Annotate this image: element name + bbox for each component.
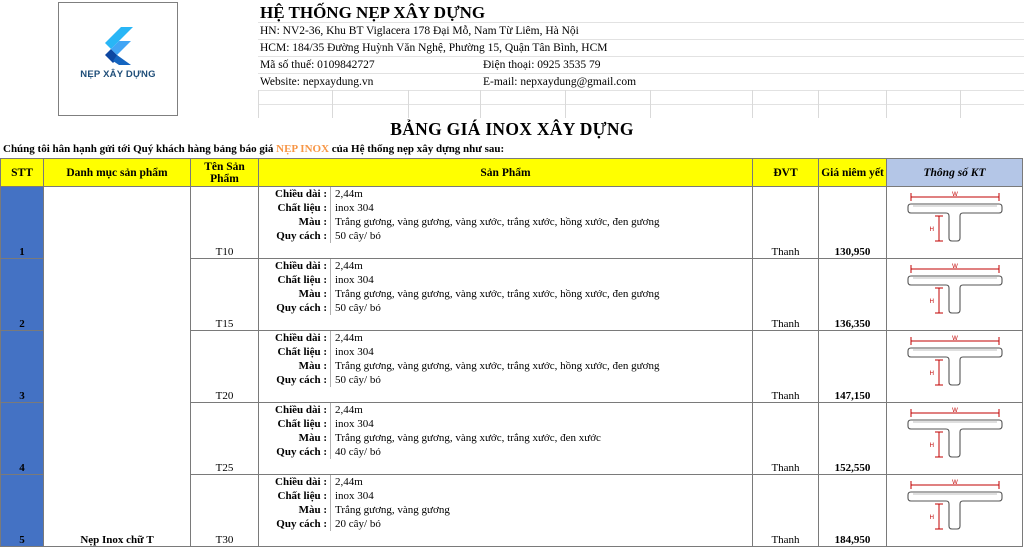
price-table [0, 158, 1023, 547]
company-logo [58, 2, 178, 116]
color-value: Trắng gương, vàng gương, vàng xước, trắng xước, hồng xước, đen gương [335, 288, 660, 300]
pack-value: 50 cây/ bó [335, 230, 381, 242]
pack-label: Quy cách : [259, 301, 331, 315]
header-spec: Thông số KT [887, 159, 1023, 187]
tax-code: Mã số thuế: 0109842727 [260, 59, 375, 71]
header-category: Danh mục sản phẩm [44, 159, 191, 187]
length-label: Chiều dài : [259, 259, 331, 273]
w-label: W [951, 408, 958, 414]
length-label: Chiều dài : [259, 475, 331, 489]
row-unit: Thanh [753, 403, 819, 475]
logo-mark-icon [87, 25, 149, 67]
color-label: Màu : [259, 503, 331, 517]
h-label: H [929, 515, 934, 521]
row-stt: 4 [1, 403, 44, 475]
row-category: Nẹp Inox chữ T [44, 187, 191, 547]
h-label: H [929, 227, 934, 233]
material-value: inox 304 [335, 202, 374, 214]
t-profile-diagram-icon [903, 334, 1007, 396]
length-label: Chiều dài : [259, 331, 331, 345]
color-label: Màu : [259, 215, 331, 229]
header-stt: STT [1, 159, 44, 187]
length-value: 2,44m [335, 404, 363, 416]
t-profile-diagram-icon [903, 190, 1007, 252]
company-name: HỆ THỐNG NẸP XÂY DỰNG [260, 3, 486, 22]
color-value: Trắng gương, vàng gương [335, 504, 450, 516]
material-label: Chất liệu : [259, 345, 331, 359]
pack-value: 50 cây/ bó [335, 374, 381, 386]
price-list-title: BẢNG GIÁ INOX XÂY DỰNG [390, 119, 634, 139]
email[interactable]: E-mail: nepxaydung@gmail.com [483, 76, 637, 88]
logo-text: NẸP XÂY DỰNG [80, 69, 156, 80]
header-unit: ĐVT [753, 159, 819, 187]
row-unit: Thanh [753, 475, 819, 547]
h-label: H [929, 371, 934, 377]
length-label: Chiều dài : [259, 403, 331, 417]
material-label: Chất liệu : [259, 201, 331, 215]
table-row [1, 187, 1023, 259]
intro-after: của Hệ thống nẹp xây dựng như sau: [329, 143, 505, 155]
h-label: H [929, 299, 934, 305]
pack-label: Quy cách : [259, 445, 331, 459]
header-name: Tên Sản Phẩm [191, 159, 259, 187]
pack-value: 50 cây/ bó [335, 302, 381, 314]
row-price: 152,550 [819, 403, 887, 475]
pack-label: Quy cách : [259, 229, 331, 243]
w-label: W [951, 480, 958, 486]
h-label: H [929, 443, 934, 449]
w-label: W [951, 336, 958, 342]
hcm-address: HCM: 184/35 Đường Huỳnh Văn Nghệ, Phường 15, Quận Tân Bình, HCM [260, 42, 608, 54]
intro-text [3, 143, 504, 155]
row-product-details [259, 403, 753, 475]
material-value: inox 304 [335, 274, 374, 286]
row-spec-diagram [887, 187, 1023, 259]
row-price: 130,950 [819, 187, 887, 259]
length-value: 2,44m [335, 332, 363, 344]
row-product-name: T10 [191, 187, 259, 259]
material-value: inox 304 [335, 418, 374, 430]
header-product: Sản Phẩm [259, 159, 753, 187]
material-label: Chất liệu : [259, 273, 331, 287]
color-value: Trắng gương, vàng gương, vàng xước, trắng xước, hồng xước, đen gương [335, 360, 660, 372]
t-profile-diagram-icon [903, 406, 1007, 468]
row-unit: Thanh [753, 187, 819, 259]
length-value: 2,44m [335, 260, 363, 272]
color-value: Trắng gương, vàng gương, vàng xước, trắng xước, hồng xước, đen gương [335, 216, 660, 228]
intro-highlight: NẸP INOX [276, 143, 330, 155]
material-value: inox 304 [335, 346, 374, 358]
row-spec-diagram [887, 403, 1023, 475]
pack-value: 40 cây/ bó [335, 446, 381, 458]
material-label: Chất liệu : [259, 489, 331, 503]
row-product-details [259, 475, 753, 547]
length-value: 2,44m [335, 188, 363, 200]
w-label: W [951, 264, 958, 270]
color-value: Trắng gương, vàng gương, vàng xước, trắng xước, đen xước [335, 432, 601, 444]
pack-label: Quy cách : [259, 517, 331, 531]
material-label: Chất liệu : [259, 417, 331, 431]
row-product-name: T30 [191, 475, 259, 547]
material-value: inox 304 [335, 490, 374, 502]
row-unit: Thanh [753, 331, 819, 403]
pack-label: Quy cách : [259, 373, 331, 387]
row-product-details [259, 259, 753, 331]
row-stt: 1 [1, 187, 44, 259]
color-label: Màu : [259, 287, 331, 301]
row-product-details [259, 187, 753, 259]
header-price: Giá niêm yết [819, 159, 887, 187]
table-header-row [1, 159, 1023, 187]
length-label: Chiều dài : [259, 187, 331, 201]
color-label: Màu : [259, 431, 331, 445]
row-spec-diagram [887, 331, 1023, 403]
row-product-details [259, 331, 753, 403]
pack-value: 20 cây/ bó [335, 518, 381, 530]
hanoi-address: HN: NV2-36, Khu BT Viglacera 178 Đại Mỗ, Nam Từ Liêm, Hà Nội [260, 25, 579, 37]
row-price: 136,350 [819, 259, 887, 331]
row-product-name: T15 [191, 259, 259, 331]
row-spec-diagram [887, 475, 1023, 547]
row-spec-diagram [887, 259, 1023, 331]
t-profile-diagram-icon [903, 262, 1007, 324]
row-product-name: T20 [191, 331, 259, 403]
row-stt: 5 [1, 475, 44, 547]
color-label: Màu : [259, 359, 331, 373]
website[interactable]: Website: nepxaydung.vn [260, 76, 374, 88]
row-stt: 3 [1, 331, 44, 403]
intro-before: Chúng tôi hân hạnh gửi tới Quý khách hàng bảng báo giá [3, 143, 277, 155]
length-value: 2,44m [335, 476, 363, 488]
row-price: 147,150 [819, 331, 887, 403]
row-unit: Thanh [753, 259, 819, 331]
row-stt: 2 [1, 259, 44, 331]
row-product-name: T25 [191, 403, 259, 475]
row-price: 184,950 [819, 475, 887, 547]
w-label: W [951, 192, 958, 198]
t-profile-diagram-icon [903, 478, 1007, 540]
phone-number: Điện thoại: 0925 3535 79 [483, 59, 601, 71]
